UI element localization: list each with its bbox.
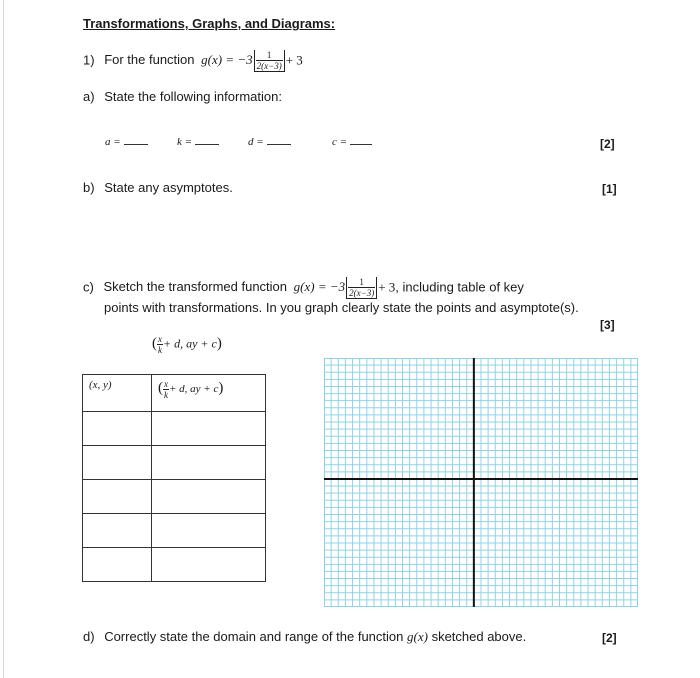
table-row xyxy=(83,480,266,514)
part-c-fraction-denominator: 2(x−3) xyxy=(349,288,375,298)
part-a-label: a) xyxy=(83,89,95,104)
mapping-tail: + d, ay + c xyxy=(163,336,217,351)
key-points-table xyxy=(82,374,266,582)
question-prompt: For the function xyxy=(104,52,195,68)
table-cell[interactable] xyxy=(83,480,152,514)
mapping-rule: ( $\frac{x}{k}$ + d, ay + c) xyxy=(152,334,222,355)
part-c-function-tail: + 3 xyxy=(378,279,396,295)
param-c-row xyxy=(332,134,372,150)
table-cell[interactable] xyxy=(152,480,266,514)
table-cell[interactable] xyxy=(152,446,266,480)
table-cell[interactable] xyxy=(152,412,266,446)
table-cell[interactable] xyxy=(152,548,266,582)
page-edge xyxy=(3,0,4,678)
part-c-label: c) xyxy=(83,279,94,295)
param-k-label: k = xyxy=(177,136,193,148)
param-a-row xyxy=(105,134,148,150)
part-c-fraction-numerator: 1 xyxy=(348,277,375,288)
part-d-text: Correctly state the domain and range of the function xyxy=(104,629,404,644)
param-k-row xyxy=(177,134,219,150)
part-c-text: Sketch the transformed function xyxy=(103,279,288,295)
part-c-fraction xyxy=(348,277,375,298)
part-a-text: State the following information: xyxy=(104,89,282,104)
mapping-fraction: $\frac{x}{k}$ xyxy=(158,334,162,355)
floor-bracket xyxy=(254,50,285,72)
fraction-numerator: 1 xyxy=(256,50,283,61)
part-d-label: d) xyxy=(83,629,95,644)
param-c-label: c = xyxy=(332,136,348,148)
worksheet-title: Transformations, Graphs, and Diagrams: xyxy=(83,16,336,31)
part-c-text-end: , including table of key xyxy=(395,279,524,295)
table-cell[interactable] xyxy=(83,548,152,582)
part-b xyxy=(83,180,233,196)
question-1 xyxy=(83,50,303,72)
part-c-line1 xyxy=(83,277,524,299)
param-a-label: a = xyxy=(105,136,121,148)
part-a xyxy=(83,89,282,105)
table-cell[interactable] xyxy=(83,514,152,548)
function-tail: + 3 xyxy=(285,52,303,68)
graph-grid[interactable] xyxy=(324,358,638,607)
question-number: 1) xyxy=(83,52,95,68)
param-a-blank[interactable] xyxy=(124,134,148,145)
param-d-blank[interactable] xyxy=(267,134,291,145)
param-d-label: d = xyxy=(248,136,264,148)
part-d-text-end: sketched above. xyxy=(431,629,527,644)
part-d-marks: [2] xyxy=(602,631,617,645)
part-c-floor-bracket xyxy=(346,277,377,299)
table-header-cell xyxy=(152,375,266,412)
header-xy: (x, y) xyxy=(89,379,112,391)
table-row xyxy=(83,548,266,582)
table-row xyxy=(83,412,266,446)
part-b-text: State any asymptotes. xyxy=(104,180,233,195)
table-header-cell xyxy=(83,375,152,412)
part-d-function: g(x) xyxy=(407,629,428,644)
param-d-row xyxy=(248,134,291,150)
table-row xyxy=(83,514,266,548)
table-header-row xyxy=(83,375,266,412)
part-b-marks: [1] xyxy=(602,182,617,196)
part-c-marks: [3] xyxy=(600,318,615,332)
part-c-function-lhs: g(x) = −3 xyxy=(293,279,346,295)
table-cell[interactable] xyxy=(83,446,152,480)
part-c-line2: points with transformations. In you graph clearly state the points and asymptote(s). xyxy=(104,300,579,315)
header-mapping: ( $\frac{x}{k}$ + d, ay + c) xyxy=(158,379,224,400)
grid-lines xyxy=(324,358,638,607)
table-row xyxy=(83,446,266,480)
function-fraction xyxy=(256,50,283,71)
fraction-denominator: 2(x−3) xyxy=(256,61,282,71)
table-cell[interactable] xyxy=(152,514,266,548)
param-k-blank[interactable] xyxy=(195,134,219,145)
table-cell[interactable] xyxy=(83,412,152,446)
part-d xyxy=(83,629,526,645)
part-a-marks: [2] xyxy=(600,137,615,151)
part-b-label: b) xyxy=(83,180,95,195)
function-lhs: g(x) = −3 xyxy=(201,52,253,68)
param-c-blank[interactable] xyxy=(350,134,372,145)
